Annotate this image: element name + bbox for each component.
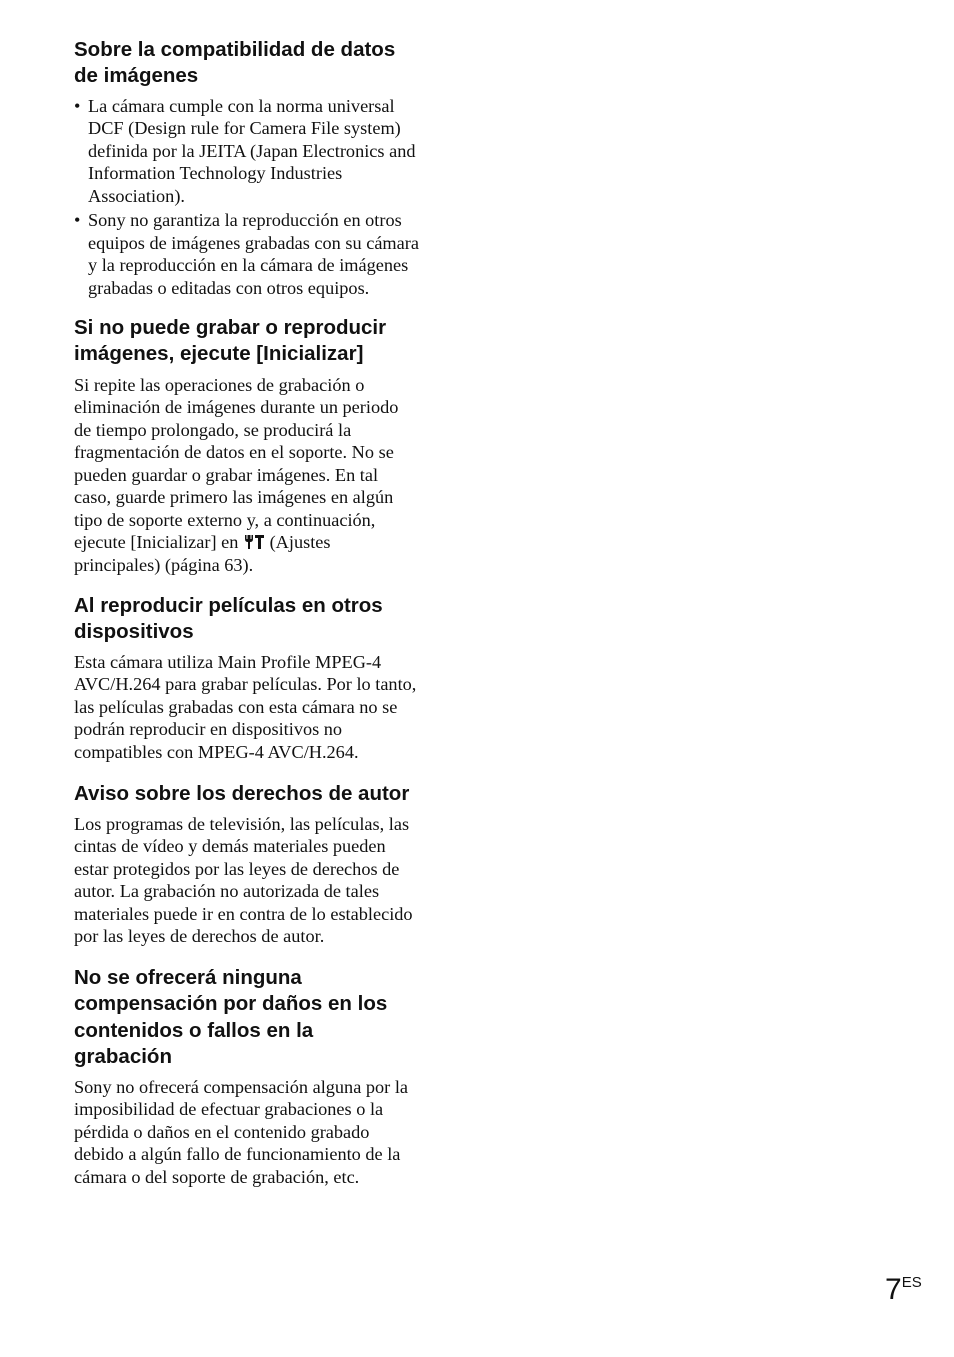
list-item: • Sony no garantiza la reproducción en otros equipos de imágenes grabadas con su cámara y la reproducción en la cámara de imágenes grabadas o editadas con otros equipos. xyxy=(74,210,419,298)
heading-initialize: Si no puede grabar o reproducir imágenes, ejecute [Inicializar] xyxy=(74,316,387,366)
heading-copyright: Aviso sobre los derechos de autor xyxy=(74,782,410,805)
paragraph-no-compensation: Sony no ofrecerá compensación alguna por la imposibilidad de efectuar grabaciones o la pérdida o daños en el contenido grabado debido a algún fallo de funcionamiento de la cámara o del soporte de grabación, etc. xyxy=(74,1077,409,1187)
heading-movies-other-devices: Al reproducir películas en otros dispositivos xyxy=(74,594,383,644)
main-settings-tools-icon xyxy=(243,534,265,550)
page-number: $7^{ES}$ xyxy=(885,1273,922,1306)
paragraph-copyright: Los programas de televisión, las películas, las cintas de vídeo y demás materiales pueden estar protegidos por las leyes de derechos de autor. La grabación no autorizada de tales materiales puede ir en contra de lo establecido por las leyes de derechos de autor. xyxy=(74,814,413,947)
list-item: • La cámara cumple con la norma universal DCF (Design rule for Camera File system) definida por la JEITA (Japan Electronics and Information Technology Industries Association). xyxy=(74,96,416,206)
paragraph-initialize: Si repite las operaciones de grabación o eliminación de imágenes durante un periodo de tiempo prolongado, se producirá la fragmentación de datos en el soporte. No se pueden guardar o grabar imágenes. En tal caso, guarde primero las imágenes en algún tipo de soporte externo y, a continuación, ejecute [Inicializar] en (Ajustes principales) (página 63). xyxy=(74,375,399,575)
heading-no-compensation: No se ofrecerá ninguna compensación por daños en los contenidos o fallos en la grabación xyxy=(74,966,388,1068)
paragraph-movies: Esta cámara utiliza Main Profile MPEG-4 AVC/H.264 para grabar películas. Por lo tanto, las películas grabadas con esta cámara no se podrán reproducir en dispositivos no compatibles con MPEG-4 AVC/H.264. xyxy=(74,652,417,762)
heading-image-compatibility: Sobre la compatibilidad de datos de imágenes xyxy=(74,38,396,88)
bullet-list xyxy=(74,95,454,299)
